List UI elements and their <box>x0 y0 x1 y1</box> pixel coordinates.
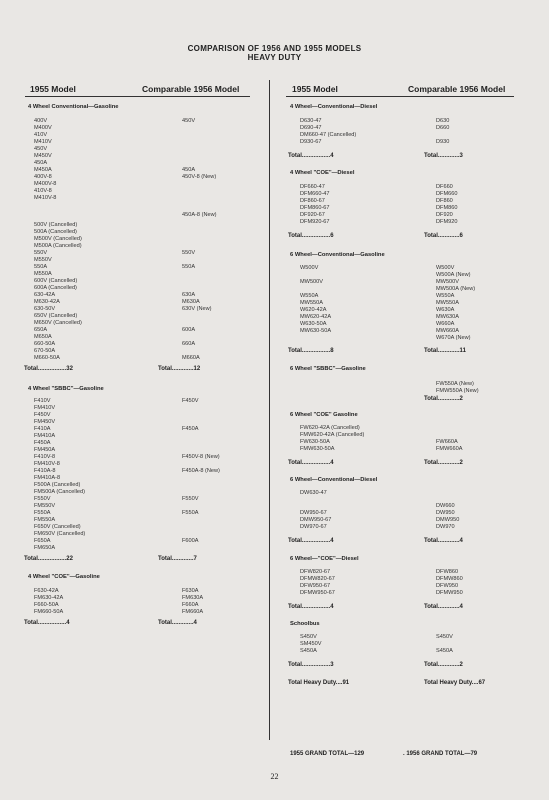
model-1955: DFM660-47 <box>300 191 330 197</box>
model-1956: 550V <box>182 250 196 256</box>
total-1955: Total.................4 <box>288 538 334 544</box>
left-header-1955-model: 1955 Model <box>30 84 76 94</box>
model-1956: F450A-8 (New) <box>182 468 220 474</box>
model-1955: M660-50A <box>34 355 60 361</box>
total-1956: Total.............2 <box>424 460 463 466</box>
model-1956: W670A (New) <box>436 335 471 341</box>
model-1956: DFMW860 <box>436 576 463 582</box>
model-1955: F410A-8 <box>34 468 56 474</box>
model-1955: MW500V <box>300 279 324 285</box>
model-1955: FM550A <box>34 517 56 523</box>
model-1955: D690-47 <box>300 125 322 131</box>
total-1956: Total.............11 <box>424 348 466 354</box>
model-1955: F550V <box>34 496 51 502</box>
model-1956: 630A <box>182 292 196 298</box>
model-1956: W660A <box>436 321 455 327</box>
model-1956: 630V (New) <box>182 306 212 312</box>
model-1956: 450A-8 (New) <box>182 212 217 218</box>
model-1955: 450V <box>34 146 48 152</box>
model-1956: DMW950 <box>436 517 460 523</box>
total-1956: Total Heavy Duty....67 <box>424 680 486 686</box>
total-1956: Total.............2 <box>424 396 463 402</box>
model-1955: F410V-8 <box>34 454 56 460</box>
model-1955: 660-50A <box>34 341 56 347</box>
model-1955: DF860-67 <box>300 198 325 204</box>
model-1956: W550A <box>436 293 455 299</box>
model-1956: F600A <box>182 538 199 544</box>
model-1955: M550V <box>34 257 52 263</box>
model-1955: W500V <box>300 265 319 271</box>
model-1956: DFM920 <box>436 219 458 225</box>
model-1955: DFMW950-67 <box>300 590 335 596</box>
total-1956: Total.............7 <box>158 556 197 562</box>
model-1955: MW630-50A <box>300 328 332 334</box>
model-1955: 400V-8 <box>34 174 52 180</box>
model-1956: W630A <box>436 307 455 313</box>
model-1955: F650V (Cancelled) <box>34 524 81 530</box>
total-1956: Total.............4 <box>424 538 463 544</box>
model-1955: M650A <box>34 334 52 340</box>
total-1956: Total.............4 <box>158 620 197 626</box>
total-1955: Total.................22 <box>24 556 73 562</box>
model-1955: 550V <box>34 250 48 256</box>
model-1955: FW620-42A (Cancelled) <box>300 425 360 431</box>
model-1956: MW500A (New) <box>436 286 476 292</box>
left-header-1956-model: Comparable 1956 Model <box>142 84 240 94</box>
model-1955: M410V <box>34 139 52 145</box>
model-1955: M400V-8 <box>34 181 57 187</box>
model-1955: FM650A <box>34 545 56 551</box>
grand-total-1956: . 1956 GRAND TOTAL—79 <box>403 751 478 757</box>
total-1955: Total.................8 <box>288 348 334 354</box>
model-1955: M500A (Cancelled) <box>34 243 82 249</box>
model-1955: FMW620-42A (Cancelled) <box>300 432 365 438</box>
model-1955: M650V (Cancelled) <box>34 320 82 326</box>
model-1955: F450V <box>34 412 51 418</box>
section-heading: 4 Wheel Conventional—Gasoline <box>28 104 119 110</box>
model-1955: MW550A <box>300 300 324 306</box>
model-1955: 550A <box>34 264 48 270</box>
model-1956: D660 <box>436 125 450 131</box>
model-1955: FM450V <box>34 419 56 425</box>
section-heading: 6 Wheel—"COE"—Diesel <box>290 556 359 562</box>
model-1955: W630-50A <box>300 321 327 327</box>
model-1956: F660A <box>182 602 199 608</box>
model-1956: D930 <box>436 139 450 145</box>
model-1956: F450V-8 (New) <box>182 454 220 460</box>
model-1956: F450V <box>182 398 199 404</box>
model-1955: FMW630-50A <box>300 446 335 452</box>
model-1955: M450V <box>34 153 52 159</box>
model-1955: 410V <box>34 132 48 138</box>
model-1955: 500V (Cancelled) <box>34 222 78 228</box>
total-1956: Total.............4 <box>424 604 463 610</box>
total-1956: Total.............6 <box>424 233 463 239</box>
model-1955: FM410V-8 <box>34 461 60 467</box>
model-1955: DW950-67 <box>300 510 327 516</box>
section-heading: Schoolbus <box>290 621 320 627</box>
model-1956: MW660A <box>436 328 460 334</box>
model-1956: FM630A <box>182 595 204 601</box>
total-1956: Total.............12 <box>158 366 201 372</box>
right-header-rule <box>286 96 514 97</box>
left-header-rule <box>25 96 250 97</box>
model-1955: D630-47 <box>300 118 322 124</box>
model-1956: S450V <box>436 634 453 640</box>
model-1956: 550A <box>182 264 196 270</box>
model-1956: 450V-8 (New) <box>182 174 217 180</box>
model-1956: FMW550A (New) <box>436 388 479 394</box>
model-1955: F660-50A <box>34 602 59 608</box>
model-1955: F410A <box>34 426 51 432</box>
model-1955: SM450V <box>300 641 322 647</box>
model-1956: FW660A <box>436 439 458 445</box>
model-1955: M500V (Cancelled) <box>34 236 82 242</box>
model-1955: MW620-42A <box>300 314 332 320</box>
column-divider <box>269 80 270 740</box>
model-1956: D630 <box>436 118 450 124</box>
model-1955: S450V <box>300 634 317 640</box>
model-1955: M550A <box>34 271 52 277</box>
section-heading: 4 Wheel "COE"—Diesel <box>290 170 355 176</box>
model-1956: DF860 <box>436 198 453 204</box>
model-1955: F410V <box>34 398 51 404</box>
model-1955: 650A <box>34 327 48 333</box>
right-header-1955-model: 1955 Model <box>292 84 338 94</box>
model-1955: FM660-50A <box>34 609 64 615</box>
model-1955: M410V-8 <box>34 195 57 201</box>
model-1955: FM630-42A <box>34 595 64 601</box>
model-1956: DW660 <box>436 503 455 509</box>
model-1956: 450A <box>182 167 196 173</box>
model-1956: MW630A <box>436 314 460 320</box>
model-1956: 660A <box>182 341 196 347</box>
model-1956: 450V <box>182 118 196 124</box>
model-1955: FM550V <box>34 503 56 509</box>
total-1955: Total.................3 <box>288 662 334 668</box>
grand-total-1955: 1955 GRAND TOTAL—129 <box>290 751 365 757</box>
model-1955: DFM860-67 <box>300 205 330 211</box>
model-1956: W500A (New) <box>436 272 471 278</box>
model-1955: 500A (Cancelled) <box>34 229 77 235</box>
right-header-1956-model: Comparable 1956 Model <box>408 84 506 94</box>
model-1955: 630-42A <box>34 292 56 298</box>
model-1955: DFMW820-67 <box>300 576 335 582</box>
model-1955: FM410V <box>34 405 56 411</box>
model-1955: 670-50A <box>34 348 56 354</box>
model-1956: DFW860 <box>436 569 459 575</box>
model-1955: DF660-47 <box>300 184 325 190</box>
model-1955: F630-42A <box>34 588 59 594</box>
total-1955: Total.................4 <box>24 620 70 626</box>
model-1956: DFM860 <box>436 205 458 211</box>
model-1956: FW550A (New) <box>436 381 474 387</box>
model-1956: F450A <box>182 426 199 432</box>
model-1956: M630A <box>182 299 200 305</box>
model-1955: 600V (Cancelled) <box>34 278 78 284</box>
model-1956: DFM660 <box>436 191 458 197</box>
model-1955: D930-67 <box>300 139 322 145</box>
model-1955: DW970-67 <box>300 524 327 530</box>
total-1956: Total.............2 <box>424 662 463 668</box>
model-1955: DM660-47 (Cancelled) <box>300 132 357 138</box>
page-number: 22 <box>270 772 279 781</box>
model-1955: M630-42A <box>34 299 60 305</box>
model-1955: 450A <box>34 160 48 166</box>
model-1956: F550V <box>182 496 199 502</box>
section-heading: 4 Wheel "SBBC"—Gasoline <box>28 386 104 392</box>
model-1956: DF660 <box>436 184 453 190</box>
model-1956: M660A <box>182 355 200 361</box>
model-1956: DW970 <box>436 524 455 530</box>
model-1956: MW500V <box>436 279 460 285</box>
model-1956: 600A <box>182 327 196 333</box>
model-1955: DF920-67 <box>300 212 325 218</box>
model-1955: F550A <box>34 510 51 516</box>
section-heading: 6 Wheel "SBBC"—Gasoline <box>290 366 366 372</box>
model-1955: M400V <box>34 125 52 131</box>
model-1955: FM450A <box>34 447 56 453</box>
total-1955: Total.................4 <box>288 153 334 159</box>
model-1955: FW630-50A <box>300 439 330 445</box>
total-1955: Total.................4 <box>288 604 334 610</box>
model-1955: F450A <box>34 440 51 446</box>
total-1956: Total.............3 <box>424 153 463 159</box>
model-1956: S450A <box>436 648 453 654</box>
total-1955: Total Heavy Duty....91 <box>288 680 350 686</box>
model-1956: DFW950 <box>436 583 459 589</box>
model-1955: W620-42A <box>300 307 327 313</box>
model-1955: DFW820-67 <box>300 569 331 575</box>
model-1955: DMW950-67 <box>300 517 332 523</box>
section-heading: 6 Wheel "COE" Gasoline <box>290 412 358 418</box>
model-1956: DF920 <box>436 212 453 218</box>
model-1955: M450A <box>34 167 52 173</box>
model-1956: DFMW950 <box>436 590 463 596</box>
section-heading: 6 Wheel—Conventional—Gasoline <box>290 252 385 258</box>
model-1955: 410V-8 <box>34 188 52 194</box>
total-1955: Total.................4 <box>288 460 334 466</box>
model-1956: DW950 <box>436 510 455 516</box>
model-1955: 650V (Cancelled) <box>34 313 78 319</box>
model-1955: 630-50V <box>34 306 56 312</box>
total-1955: Total.................6 <box>288 233 334 239</box>
model-1955: FM500A (Cancelled) <box>34 489 85 495</box>
section-heading: 4 Wheel—Conventional—Diesel <box>290 104 378 110</box>
model-1956: W500V <box>436 265 455 271</box>
model-1955: W550A <box>300 293 319 299</box>
page-title: COMPARISON OF 1956 AND 1955 MODELS <box>187 44 362 53</box>
model-1955: FM650V (Cancelled) <box>34 531 86 537</box>
model-1955: FM410A-8 <box>34 475 61 481</box>
model-1955: F500A (Cancelled) <box>34 482 81 488</box>
model-1956: FM660A <box>182 609 204 615</box>
model-1955: DFW950-67 <box>300 583 331 589</box>
model-1955: 600A (Cancelled) <box>34 285 77 291</box>
model-1955: FM410A <box>34 433 56 439</box>
section-heading: 6 Wheel—Conventional—Diesel <box>290 477 378 483</box>
model-1956: MW550A <box>436 300 460 306</box>
section-heading: 4 Wheel "COE"—Gasoline <box>28 574 100 580</box>
model-1956: FMW660A <box>436 446 463 452</box>
page-subtitle: HEAVY DUTY <box>247 53 302 62</box>
model-1955: 400V <box>34 118 48 124</box>
total-1955: Total.................32 <box>24 366 73 372</box>
model-1955: S450A <box>300 648 317 654</box>
model-1955: F650A <box>34 538 51 544</box>
model-1955: DW630-47 <box>300 490 327 496</box>
model-1956: F630A <box>182 588 199 594</box>
model-1956: F550A <box>182 510 199 516</box>
model-1955: DFM920-67 <box>300 219 330 225</box>
